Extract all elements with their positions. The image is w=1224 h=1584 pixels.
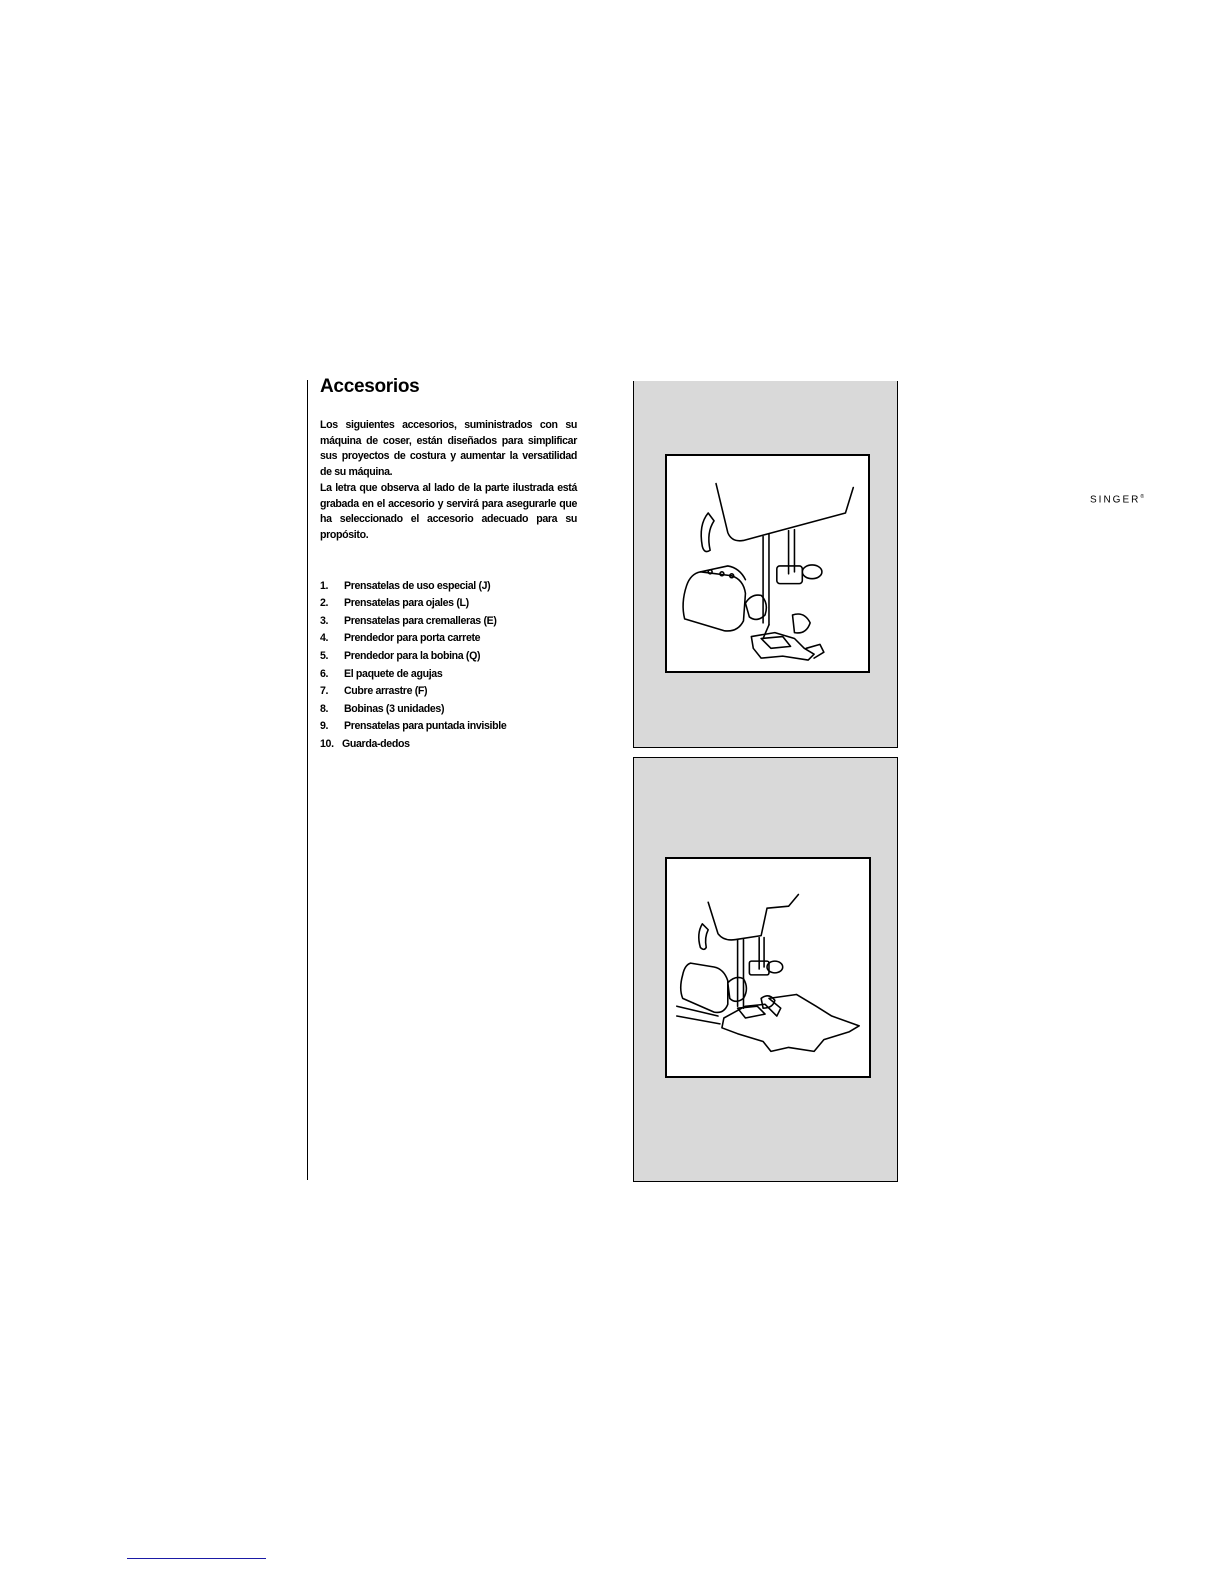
illustration-panel-sewing-fabric [633,757,898,1182]
item-label: Cubre arrastre (F) [344,685,428,698]
item-label: Bobinas (3 unidades) [344,702,445,715]
item-label: Prensatelas para ojales (L) [344,597,469,610]
intro-paragraph-2: La letra que observa al lado de la parte ilustrada está grabada en el accesorio y servirá para asegurarle que ha seleccionado el accesorio adecuado para su propósito. [320,481,577,541]
list-item [320,595,577,613]
footer-rule [127,1558,266,1559]
presser-foot-illustration [665,454,870,673]
list-item [320,718,577,736]
intro-paragraph-1: Los siguientes accesorios, suministrados con su máquina de coser, están diseñados para simplificar sus proyectos de costura y aumentar la versatilidad de su máquina. [320,419,577,479]
list-item [320,736,577,754]
accessories-section [320,376,577,754]
item-label: Prensatelas para cremalleras (E) [344,614,497,627]
registered-mark: ® [1140,494,1145,500]
list-item [320,648,577,666]
item-label: Prendedor para porta carrete [344,632,481,645]
item-number: 10. [320,737,334,750]
item-label: Prensatelas de uso especial (J) [344,579,491,592]
illustration-panel-presser-foot [633,381,898,748]
item-label: El paquete de agujas [344,667,443,680]
sewing-fabric-illustration [665,857,871,1078]
list-item [320,683,577,701]
list-item [320,613,577,631]
item-label: Prensatelas para puntada invisible [344,720,507,733]
brand-name: SINGER [1090,494,1141,506]
item-label: Guarda-dedos [342,737,410,750]
accessories-list [320,578,577,754]
list-item [320,630,577,648]
item-number: 4. [320,632,329,645]
item-label: Prendedor para la bobina (Q) [344,650,481,662]
item-number: 1. [320,579,329,592]
sewing-machine-foot-drawing [667,456,868,671]
column-divider-rule [307,380,308,1180]
section-title: Accesorios [320,376,420,397]
item-number: 8. [320,702,329,715]
list-item [320,701,577,719]
item-number: 5. [320,650,329,662]
item-number: 7. [320,685,329,698]
sewing-fabric-drawing [667,859,869,1076]
item-number: 3. [320,614,329,627]
list-item [320,666,577,684]
item-number: 6. [320,667,329,680]
item-number: 9. [320,720,329,733]
brand-logo [1090,494,1144,505]
list-item [320,578,577,596]
intro-text [320,418,577,544]
item-number: 2. [320,597,329,610]
